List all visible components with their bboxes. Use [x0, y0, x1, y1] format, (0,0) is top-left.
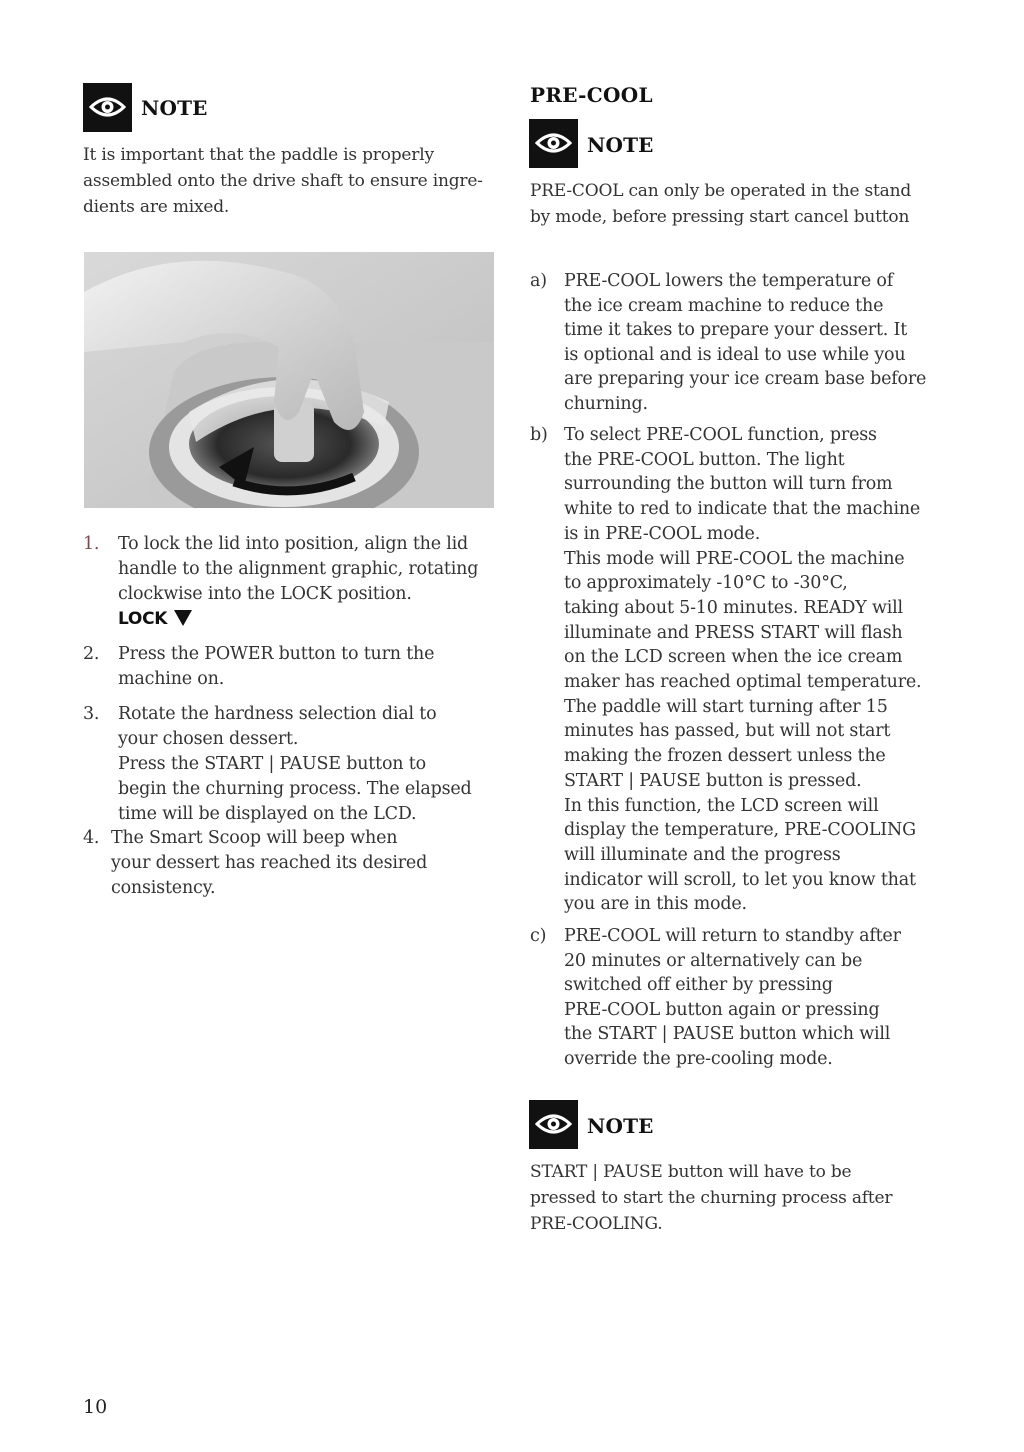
list-item: [530, 924, 970, 1074]
step-line: time will be displayed on the LCD.: [118, 804, 417, 824]
step-line: Rotate the hardness selection dial to: [118, 704, 437, 724]
step-line: consistency.: [111, 878, 216, 898]
list-marker: a): [530, 271, 547, 291]
item-line: churning.: [564, 393, 648, 414]
note-line: PRE-COOLING.: [530, 1214, 663, 1234]
item-line: display the temperature, PRE-COOLING: [564, 820, 916, 841]
note-line: PRE-COOL can only be operated in the stand: [530, 181, 912, 201]
eye-icon: [83, 83, 132, 132]
item-line: will illuminate and the progress: [564, 844, 841, 865]
list-marker: 3.: [83, 704, 100, 724]
eye-icon: [529, 119, 578, 168]
step-line: clockwise into the LOCK position.: [118, 584, 412, 604]
item-line: time it takes to prepare your dessert. It: [564, 320, 908, 341]
item-line: In this function, the LCD screen will: [564, 795, 879, 816]
item-line: is in PRE-COOL mode.: [564, 523, 761, 544]
item-line: PRE-COOL lowers the temperature of: [564, 271, 893, 291]
note-text: [530, 1159, 970, 1237]
item-line: PRE-COOL button again or pressing: [564, 999, 880, 1020]
step-line: machine on.: [118, 669, 225, 689]
list-item: [83, 826, 503, 901]
step-line: handle to the alignment graphic, rotating: [118, 559, 479, 579]
note-text: It is important that the paddle is properly assembled onto the drive shaft to ensure ingre-dients are mixed.: [83, 145, 483, 217]
item-line: surrounding the button will turn from: [564, 474, 893, 495]
item-line: START | PAUSE button is pressed.: [564, 770, 862, 791]
down-triangle-icon: [173, 609, 193, 627]
note-label: NOTE: [141, 96, 208, 120]
step-line: your dessert has reached its desired: [111, 853, 428, 873]
item-line: to approximately -10°C to -30°C,: [564, 573, 848, 594]
note-label: NOTE: [587, 133, 654, 157]
note-text: [530, 178, 970, 230]
item-line: taking about 5-10 minutes. READY will: [564, 597, 903, 618]
item-line: making the frozen dessert unless the: [564, 746, 886, 767]
lock-label: LOCK: [118, 609, 168, 629]
list-marker: b): [530, 425, 548, 445]
step-line: To lock the lid into position, align the lid: [118, 534, 469, 554]
note-line: START | PAUSE button will have to be: [530, 1162, 852, 1182]
eye-icon: [529, 1100, 578, 1149]
list-item: [530, 423, 970, 918]
section-heading: PRE-COOL: [530, 83, 653, 107]
item-line: is optional and is ideal to use while you: [564, 344, 906, 365]
item-line: you are in this mode.: [564, 894, 747, 915]
item-line: switched off either by pressing: [564, 975, 833, 995]
item-line: minutes has passed, but will not start: [564, 721, 891, 742]
list-item: [83, 642, 503, 692]
item-line: on the LCD screen when the ice cream: [564, 647, 903, 668]
item-line: 20 minutes or alternatively can be: [564, 950, 863, 971]
step-line: your chosen dessert.: [118, 729, 299, 749]
page-number: 10: [83, 1396, 108, 1418]
list-marker: 4.: [83, 828, 100, 848]
step-line: The Smart Scoop will beep when: [111, 828, 398, 848]
item-line: the PRE-COOL button. The light: [564, 449, 845, 470]
item-line: the START | PAUSE button which will: [564, 1024, 891, 1044]
item-line: maker has reached optimal temperature.: [564, 672, 922, 693]
note-line: pressed to start the churning process after: [530, 1188, 893, 1208]
list-item: [530, 269, 970, 419]
step-line: Press the START | PAUSE button to: [118, 754, 426, 774]
lid-lock-photo: [84, 252, 494, 508]
item-line: white to red to indicate that the machine: [564, 499, 921, 520]
item-line: override the pre-cooling mode.: [564, 1048, 833, 1069]
list-item: [83, 702, 503, 827]
list-marker: 1.: [83, 534, 100, 554]
item-line: To select PRE-COOL function, press: [564, 425, 877, 445]
note-label: NOTE: [587, 1114, 654, 1138]
list-marker: c): [530, 926, 547, 946]
item-line: illuminate and PRESS START will flash: [564, 622, 903, 643]
list-item: [83, 532, 503, 629]
item-line: the ice cream machine to reduce the: [564, 295, 884, 316]
item-line: This mode will PRE-COOL the machine: [564, 548, 905, 569]
step-line: begin the churning process. The elapsed: [118, 779, 472, 799]
item-line: The paddle will start turning after 15: [564, 696, 888, 717]
item-line: indicator will scroll, to let you know that: [564, 869, 916, 890]
list-marker: 2.: [83, 644, 100, 664]
step-line: Press the POWER button to turn the: [118, 644, 435, 664]
item-line: are preparing your ice cream base before: [564, 369, 927, 390]
note-line: by mode, before pressing start cancel button: [530, 207, 910, 227]
item-line: PRE-COOL will return to standby after: [564, 926, 901, 946]
